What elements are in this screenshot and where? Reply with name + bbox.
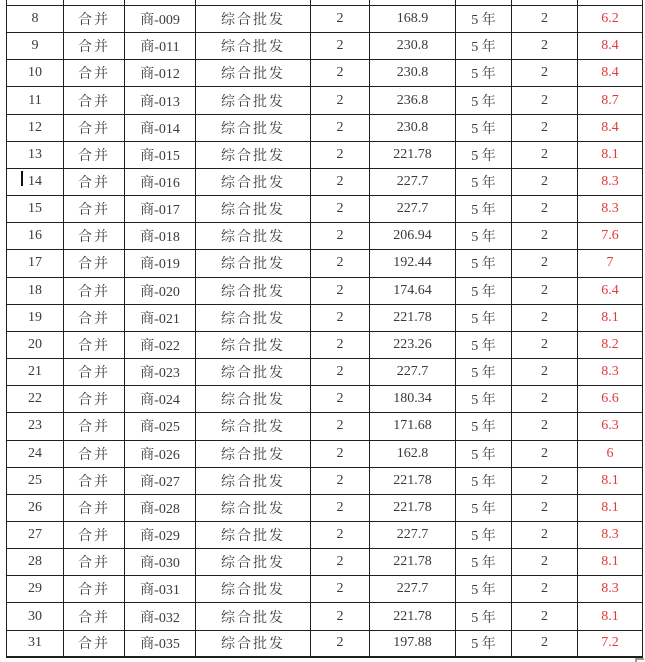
cell-merge-status[interactable]: 合并 <box>64 250 125 277</box>
cell-merge-status[interactable]: 合并 <box>64 603 125 630</box>
cell-row-number[interactable]: 9 <box>7 33 64 60</box>
cell-count-a[interactable]: 2 <box>311 521 370 548</box>
cell-count-b[interactable]: 2 <box>512 331 578 358</box>
cell-row-number[interactable]: 23 <box>7 413 64 440</box>
table-row <box>7 331 643 358</box>
data-table <box>6 5 643 658</box>
cell-business-type[interactable]: 综合批发 <box>196 223 311 250</box>
cell-rate[interactable]: 8.4 <box>578 33 643 60</box>
cell-count-a[interactable]: 2 <box>311 467 370 494</box>
cell-business-type[interactable]: 综合批发 <box>196 440 311 467</box>
cell-count-a[interactable]: 2 <box>311 196 370 223</box>
cell-count-a[interactable]: 2 <box>311 60 370 87</box>
cell-term[interactable]: 5 年 <box>456 576 512 603</box>
table-row <box>7 250 643 277</box>
cell-row-number[interactable]: 14 <box>7 168 64 195</box>
cell-merge-status[interactable]: 合并 <box>64 494 125 521</box>
cell-term[interactable]: 5 年 <box>456 87 512 114</box>
table-row <box>7 168 643 195</box>
cell-count-a[interactable]: 2 <box>311 223 370 250</box>
cell-business-type[interactable]: 综合批发 <box>196 576 311 603</box>
cell-row-number[interactable]: 18 <box>7 277 64 304</box>
cell-merge-status[interactable]: 合并 <box>64 331 125 358</box>
cell-business-type[interactable]: 综合批发 <box>196 6 311 33</box>
cell-count-a[interactable]: 2 <box>311 250 370 277</box>
table-row <box>7 223 643 250</box>
table-row <box>7 549 643 576</box>
cell-rate[interactable]: 8.3 <box>578 521 643 548</box>
cell-rate[interactable]: 8.3 <box>578 196 643 223</box>
cell-count-b[interactable]: 2 <box>512 168 578 195</box>
cell-merge-status[interactable]: 合并 <box>64 277 125 304</box>
cell-amount[interactable]: 192.44 <box>370 250 456 277</box>
cell-shop-code[interactable]: 商-025 <box>125 413 196 440</box>
cell-count-b[interactable]: 2 <box>512 630 578 657</box>
cell-shop-code[interactable]: 商-022 <box>125 331 196 358</box>
cell-count-a[interactable]: 2 <box>311 331 370 358</box>
cell-count-a[interactable]: 2 <box>311 6 370 33</box>
table-row <box>7 576 643 603</box>
cell-shop-code[interactable]: 商-018 <box>125 223 196 250</box>
cell-count-b[interactable]: 2 <box>512 87 578 114</box>
cell-count-b[interactable]: 2 <box>512 359 578 386</box>
cell-term[interactable]: 5 年 <box>456 467 512 494</box>
cell-count-b[interactable]: 2 <box>512 304 578 331</box>
cell-amount[interactable]: 221.78 <box>370 304 456 331</box>
cell-term[interactable]: 5 年 <box>456 33 512 60</box>
cell-row-number[interactable]: 10 <box>7 60 64 87</box>
cell-amount[interactable]: 221.78 <box>370 603 456 630</box>
cell-merge-status[interactable]: 合并 <box>64 467 125 494</box>
cell-shop-code[interactable]: 商-019 <box>125 250 196 277</box>
cell-business-type[interactable]: 综合批发 <box>196 331 311 358</box>
cell-merge-status[interactable]: 合并 <box>64 413 125 440</box>
cell-row-number[interactable]: 31 <box>7 630 64 657</box>
cell-shop-code[interactable]: 商-032 <box>125 603 196 630</box>
cell-merge-status[interactable]: 合并 <box>64 359 125 386</box>
cell-amount[interactable]: 206.94 <box>370 223 456 250</box>
cell-rate[interactable]: 6.2 <box>578 6 643 33</box>
table-row <box>7 467 643 494</box>
cell-rate[interactable]: 8.3 <box>578 576 643 603</box>
cell-count-a[interactable]: 2 <box>311 168 370 195</box>
cell-business-type[interactable]: 综合批发 <box>196 494 311 521</box>
cell-row-number[interactable]: 28 <box>7 549 64 576</box>
cell-count-a[interactable]: 2 <box>311 576 370 603</box>
cell-merge-status[interactable]: 合并 <box>64 223 125 250</box>
cell-count-b[interactable]: 2 <box>512 467 578 494</box>
cell-rate[interactable]: 7.2 <box>578 630 643 657</box>
cell-shop-code[interactable]: 商-014 <box>125 114 196 141</box>
cell-amount[interactable]: 174.64 <box>370 277 456 304</box>
cell-amount[interactable]: 227.7 <box>370 359 456 386</box>
table-row <box>7 494 643 521</box>
cell-count-a[interactable]: 2 <box>311 33 370 60</box>
cell-row-number[interactable]: 26 <box>7 494 64 521</box>
cell-rate[interactable]: 6.3 <box>578 413 643 440</box>
cell-count-b[interactable]: 2 <box>512 413 578 440</box>
cell-count-a[interactable]: 2 <box>311 630 370 657</box>
cell-shop-code[interactable]: 商-035 <box>125 630 196 657</box>
cell-row-number[interactable]: 29 <box>7 576 64 603</box>
table-row <box>7 304 643 331</box>
cell-business-type[interactable]: 综合批发 <box>196 141 311 168</box>
cell-row-number[interactable]: 12 <box>7 114 64 141</box>
cell-amount[interactable]: 236.8 <box>370 87 456 114</box>
cell-business-type[interactable]: 综合批发 <box>196 413 311 440</box>
cell-rate[interactable]: 6 <box>578 440 643 467</box>
cell-row-number[interactable]: 25 <box>7 467 64 494</box>
cell-row-number[interactable]: 20 <box>7 331 64 358</box>
cell-amount[interactable]: 197.88 <box>370 630 456 657</box>
cell-merge-status[interactable]: 合并 <box>64 549 125 576</box>
cell-rate[interactable]: 8.3 <box>578 359 643 386</box>
table-row <box>7 386 643 413</box>
table-row <box>7 114 643 141</box>
cell-amount[interactable]: 171.68 <box>370 413 456 440</box>
cell-business-type[interactable]: 综合批发 <box>196 603 311 630</box>
object-corner-fragment <box>635 658 644 662</box>
cell-amount[interactable]: 223.26 <box>370 331 456 358</box>
cell-merge-status[interactable]: 合并 <box>64 168 125 195</box>
cell-term[interactable]: 5 年 <box>456 549 512 576</box>
table-row <box>7 413 643 440</box>
cell-count-a[interactable]: 2 <box>311 549 370 576</box>
cell-merge-status[interactable]: 合并 <box>64 87 125 114</box>
cell-merge-status[interactable]: 合并 <box>64 33 125 60</box>
cell-business-type[interactable]: 综合批发 <box>196 114 311 141</box>
cell-term[interactable]: 5 年 <box>456 141 512 168</box>
cell-row-number[interactable]: 24 <box>7 440 64 467</box>
cell-amount[interactable]: 230.8 <box>370 114 456 141</box>
cell-term[interactable]: 5 年 <box>456 6 512 33</box>
cell-business-type[interactable]: 综合批发 <box>196 168 311 195</box>
table-row <box>7 141 643 168</box>
cell-rate[interactable]: 7 <box>578 250 643 277</box>
cell-count-a[interactable]: 2 <box>311 114 370 141</box>
cell-rate[interactable]: 6.6 <box>578 386 643 413</box>
cell-merge-status[interactable]: 合并 <box>64 304 125 331</box>
cell-count-b[interactable]: 2 <box>512 141 578 168</box>
table-row <box>7 359 643 386</box>
cell-term[interactable]: 5 年 <box>456 440 512 467</box>
cell-term[interactable]: 5 年 <box>456 630 512 657</box>
cell-rate[interactable]: 8.1 <box>578 494 643 521</box>
table-row <box>7 603 643 630</box>
cell-merge-status[interactable]: 合并 <box>64 386 125 413</box>
cell-business-type[interactable]: 综合批发 <box>196 33 311 60</box>
cell-count-b[interactable]: 2 <box>512 521 578 548</box>
cell-amount[interactable]: 162.8 <box>370 440 456 467</box>
cell-row-number[interactable]: 16 <box>7 223 64 250</box>
cell-merge-status[interactable]: 合并 <box>64 6 125 33</box>
cell-business-type[interactable]: 综合批发 <box>196 60 311 87</box>
cell-amount[interactable]: 227.7 <box>370 168 456 195</box>
cell-count-a[interactable]: 2 <box>311 494 370 521</box>
table-row <box>7 630 643 657</box>
cell-business-type[interactable]: 综合批发 <box>196 196 311 223</box>
cell-shop-code[interactable]: 商-013 <box>125 87 196 114</box>
cell-rate[interactable]: 8.7 <box>578 87 643 114</box>
text-cursor <box>21 171 23 186</box>
table-row <box>7 521 643 548</box>
cell-business-type[interactable]: 综合批发 <box>196 87 311 114</box>
cell-shop-code[interactable]: 商-021 <box>125 304 196 331</box>
table-row <box>7 6 643 33</box>
cell-count-b[interactable]: 2 <box>512 603 578 630</box>
cell-merge-status[interactable]: 合并 <box>64 196 125 223</box>
cell-count-b[interactable]: 2 <box>512 114 578 141</box>
cell-term[interactable]: 5 年 <box>456 250 512 277</box>
cell-count-a[interactable]: 2 <box>311 440 370 467</box>
cell-count-a[interactable]: 2 <box>311 277 370 304</box>
cell-row-number[interactable]: 30 <box>7 603 64 630</box>
cell-amount[interactable]: 227.7 <box>370 576 456 603</box>
cell-shop-code[interactable]: 商-009 <box>125 6 196 33</box>
cell-rate[interactable]: 8.4 <box>578 60 643 87</box>
cell-count-b[interactable]: 2 <box>512 277 578 304</box>
cell-term[interactable]: 5 年 <box>456 331 512 358</box>
cell-shop-code[interactable]: 商-029 <box>125 521 196 548</box>
cell-count-b[interactable]: 2 <box>512 223 578 250</box>
cell-count-b[interactable]: 2 <box>512 549 578 576</box>
cell-term[interactable]: 5 年 <box>456 223 512 250</box>
cell-count-b[interactable]: 2 <box>512 33 578 60</box>
cell-rate[interactable]: 8.2 <box>578 331 643 358</box>
cell-business-type[interactable]: 综合批发 <box>196 630 311 657</box>
cell-term[interactable]: 5 年 <box>456 114 512 141</box>
cell-count-a[interactable]: 2 <box>311 359 370 386</box>
cell-row-number[interactable]: 15 <box>7 196 64 223</box>
cell-count-b[interactable]: 2 <box>512 576 578 603</box>
cell-amount[interactable]: 168.9 <box>370 6 456 33</box>
cell-merge-status[interactable]: 合并 <box>64 60 125 87</box>
cell-term[interactable]: 5 年 <box>456 277 512 304</box>
cell-merge-status[interactable]: 合并 <box>64 114 125 141</box>
cell-merge-status[interactable]: 合并 <box>64 440 125 467</box>
cell-row-number[interactable]: 27 <box>7 521 64 548</box>
cell-count-a[interactable]: 2 <box>311 304 370 331</box>
cell-term[interactable]: 5 年 <box>456 521 512 548</box>
cell-rate[interactable]: 8.1 <box>578 603 643 630</box>
cell-rate[interactable]: 8.1 <box>578 467 643 494</box>
cell-business-type[interactable]: 综合批发 <box>196 549 311 576</box>
cell-term[interactable]: 5 年 <box>456 413 512 440</box>
cell-amount[interactable]: 227.7 <box>370 521 456 548</box>
cell-count-b[interactable]: 2 <box>512 494 578 521</box>
cell-count-a[interactable]: 2 <box>311 603 370 630</box>
cell-merge-status[interactable]: 合并 <box>64 521 125 548</box>
cell-count-a[interactable]: 2 <box>311 87 370 114</box>
cell-shop-code[interactable]: 商-015 <box>125 141 196 168</box>
cell-row-number[interactable]: 17 <box>7 250 64 277</box>
cell-row-number[interactable]: 11 <box>7 87 64 114</box>
cell-amount[interactable]: 227.7 <box>370 196 456 223</box>
cell-amount[interactable]: 221.78 <box>370 467 456 494</box>
table-row <box>7 440 643 467</box>
cell-shop-code[interactable]: 商-026 <box>125 440 196 467</box>
cell-shop-code[interactable]: 商-024 <box>125 386 196 413</box>
cell-shop-code[interactable]: 商-028 <box>125 494 196 521</box>
cell-row-number[interactable]: 8 <box>7 6 64 33</box>
cell-shop-code[interactable]: 商-012 <box>125 60 196 87</box>
cell-shop-code[interactable]: 商-016 <box>125 168 196 195</box>
cell-merge-status[interactable]: 合并 <box>64 141 125 168</box>
cell-term[interactable]: 5 年 <box>456 359 512 386</box>
cell-shop-code[interactable]: 商-020 <box>125 277 196 304</box>
cell-shop-code[interactable]: 商-027 <box>125 467 196 494</box>
table-row <box>7 87 643 114</box>
cell-count-b[interactable]: 2 <box>512 250 578 277</box>
cell-amount[interactable]: 221.78 <box>370 141 456 168</box>
cell-rate[interactable]: 8.1 <box>578 304 643 331</box>
cell-shop-code[interactable]: 商-011 <box>125 33 196 60</box>
table-row <box>7 60 643 87</box>
cell-term[interactable]: 5 年 <box>456 196 512 223</box>
cell-rate[interactable]: 6.4 <box>578 277 643 304</box>
table-row <box>7 277 643 304</box>
cell-term[interactable]: 5 年 <box>456 168 512 195</box>
cell-business-type[interactable]: 综合批发 <box>196 304 311 331</box>
cell-amount[interactable]: 221.78 <box>370 549 456 576</box>
cell-amount[interactable]: 221.78 <box>370 494 456 521</box>
cell-business-type[interactable]: 综合批发 <box>196 521 311 548</box>
cell-rate[interactable]: 8.1 <box>578 549 643 576</box>
cell-count-b[interactable]: 2 <box>512 386 578 413</box>
cell-term[interactable]: 5 年 <box>456 60 512 87</box>
cell-term[interactable]: 5 年 <box>456 494 512 521</box>
cell-count-b[interactable]: 2 <box>512 6 578 33</box>
table-body <box>7 6 643 658</box>
cell-rate[interactable]: 8.1 <box>578 141 643 168</box>
cell-rate[interactable]: 8.4 <box>578 114 643 141</box>
cell-amount[interactable]: 230.8 <box>370 33 456 60</box>
cell-shop-code[interactable]: 商-030 <box>125 549 196 576</box>
cell-row-number[interactable]: 22 <box>7 386 64 413</box>
cell-business-type[interactable]: 综合批发 <box>196 277 311 304</box>
cell-shop-code[interactable]: 商-017 <box>125 196 196 223</box>
cell-business-type[interactable]: 综合批发 <box>196 467 311 494</box>
cell-shop-code[interactable]: 商-023 <box>125 359 196 386</box>
cell-count-a[interactable]: 2 <box>311 413 370 440</box>
table-row <box>7 33 643 60</box>
cell-amount[interactable]: 230.8 <box>370 60 456 87</box>
cell-amount[interactable]: 180.34 <box>370 386 456 413</box>
cell-row-number[interactable]: 21 <box>7 359 64 386</box>
cell-business-type[interactable]: 综合批发 <box>196 250 311 277</box>
cell-row-number[interactable]: 13 <box>7 141 64 168</box>
cell-count-b[interactable]: 2 <box>512 196 578 223</box>
cell-merge-status[interactable]: 合并 <box>64 576 125 603</box>
cell-shop-code[interactable]: 商-031 <box>125 576 196 603</box>
cell-count-b[interactable]: 2 <box>512 440 578 467</box>
cell-count-a[interactable]: 2 <box>311 386 370 413</box>
cell-row-number[interactable]: 19 <box>7 304 64 331</box>
cell-term[interactable]: 5 年 <box>456 304 512 331</box>
table-row <box>7 196 643 223</box>
cell-rate[interactable]: 7.6 <box>578 223 643 250</box>
cell-business-type[interactable]: 综合批发 <box>196 386 311 413</box>
cell-term[interactable]: 5 年 <box>456 603 512 630</box>
cell-business-type[interactable]: 综合批发 <box>196 359 311 386</box>
cell-rate[interactable]: 8.3 <box>578 168 643 195</box>
cell-count-b[interactable]: 2 <box>512 60 578 87</box>
cell-merge-status[interactable]: 合并 <box>64 630 125 657</box>
cell-count-a[interactable]: 2 <box>311 141 370 168</box>
cell-term[interactable]: 5 年 <box>456 386 512 413</box>
